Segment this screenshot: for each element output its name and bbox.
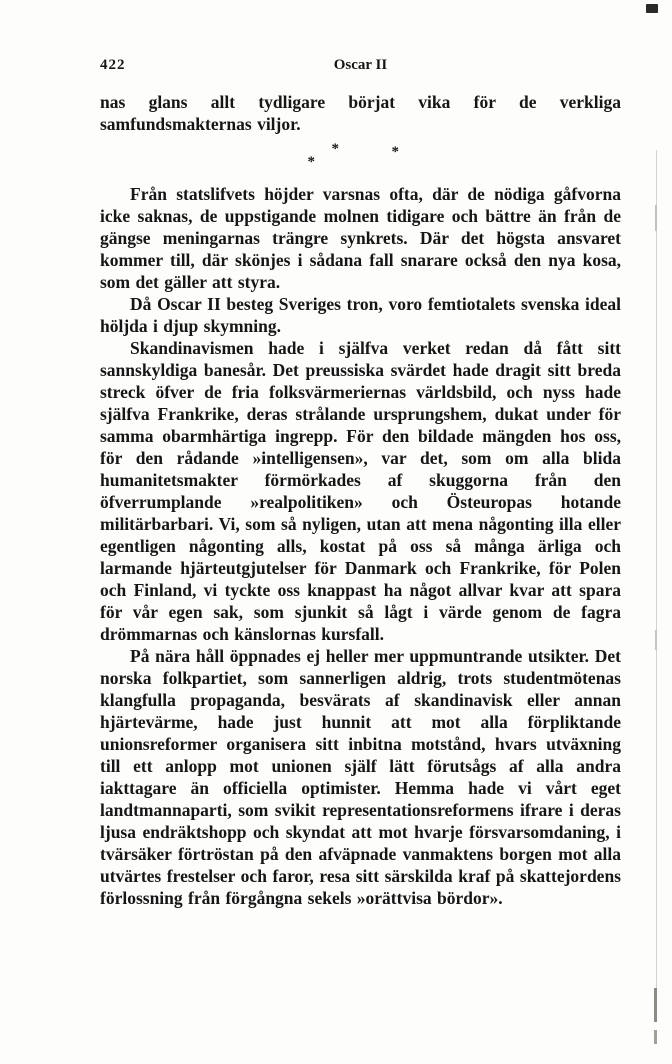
paragraph: Från statslifvets höjder varsnas ofta, där de nödiga gåfvorna icke saknas, de uppstigande molnen tidigare och bättre än från de gängse meningarnas trängre synkrets. Där det högsta ansvaret kommer till, där skönjes i sådana fall snarare också den nya kosa, som det gäller att styra. (100, 184, 621, 292)
scan-artifact-mark (654, 988, 657, 1022)
asterisk-icon: * (391, 144, 399, 160)
asterisk-icon: * (307, 154, 315, 170)
paragraph: Då Oscar II besteg Sveriges tron, voro femtiotalets svenska ideal höljda i djup skymning. (100, 294, 621, 336)
scan-artifact-edge-line (656, 150, 657, 990)
scan-artifact-mark (655, 205, 657, 231)
scan-artifact-mark (654, 1030, 657, 1044)
page-number: 422 (100, 57, 126, 73)
asterisk-icon: * (331, 141, 339, 157)
text-column (100, 55, 621, 909)
paragraph: Skandinavismen hade i själfva verket redan då fått sitt sannskyldiga banesår. Det preussiska svärdet hade dragit sitt breda streck öfver de fria folksvärmeriernas världsbild, och nyss hade själfva Frankrike, deras strålande ursprungshem, dukat under för samma obarmhärtiga ingrepp. För den bildade mängden hos oss, för den rådande »intelligensen», var det, som om alla blida humanitetsmakter förmörkades af skuggorna från den öfverrumplande »realpolitiken» och Östeuropas hotande militärbarbari. Vi, som så nyligen, utan att mena någonting illa eller egentligen någonting alls, kostat på oss så många ärliga och larmande hjärteutgjutelser för Danmark och Frankrike, för Polen och Finland, vi tyckte oss knappast ha något allvar kvar att spara för vår egen sak, som sjunkit så lågt i värde genom de fagra drömmarnas och känslornas kursfall. (100, 338, 621, 644)
page-header (100, 55, 621, 79)
paragraph-continuation: nas glans allt tydligare börjat vika för de verkliga samfundsmakternas viljor. (100, 92, 621, 134)
paragraph: På nära håll öppnades ej heller mer uppmuntrande utsikter. Det norska folkpartiet, som sannerligen aldrig, trots studentmötenas klangfulla propaganda, besvärats af skandinavisk eller annan hjärtevärme, hade just hunnit att mot alla förpliktande unionsreformer organisera sitt inbitna motstånd, hvars utväxning till ett anlopp mot unionen själf lätt förutsågs af alla andra iakttagare än officiella optimister. Hemma hade vi vårt eget landtmannaparti, som svikit representationsreformens ifrare i deras ljusa endräktshopp och skyndat att mot hvarje försvarsomdaning, i tvärsäker förtröstan på den afväpnade vanmaktens borgen mot alla utvärtes frestelser och faror, resa sitt särskilda kraf på skattejordens förlossning från förgångna sekels »orättvisa bördor». (100, 646, 621, 908)
scan-artifact-mark (655, 630, 657, 650)
running-title: Oscar II (333, 57, 388, 73)
scan-artifact-corner (646, 4, 658, 13)
asterism-separator (306, 135, 416, 183)
body-text (100, 91, 621, 909)
